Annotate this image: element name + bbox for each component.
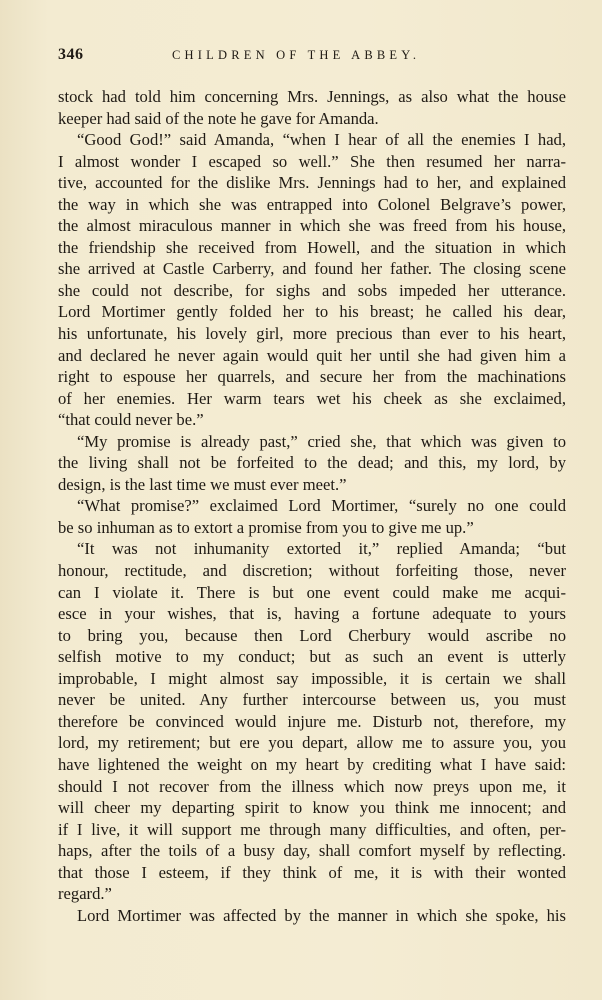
text-line: esce in your wishes, that is, having a fortune adequate to yours [58, 604, 566, 624]
text-line: Lord Mortimer gently folded her to his breast; he called his dear, [58, 302, 566, 322]
text-line: tive, accounted for the dislike Mrs. Jennings had to her, and explained [58, 173, 566, 193]
text-line: “My promise is already past,” cried she, that which was given to [77, 431, 566, 451]
text-line: design, is the last time we must ever meet.” [58, 474, 347, 494]
text-line: have lightened the weight on my heart by crediting what I have said: [58, 754, 566, 774]
text-line: the almost miraculous manner in which she was freed from his house, [58, 216, 566, 236]
text-line: stock had told him concerning Mrs. Jennings, as also what the house [58, 87, 566, 106]
text-line: the friendship she received from Howell, and the situation in which [58, 237, 566, 257]
text-line: “that could never be.” [58, 410, 204, 430]
text-line: his unfortunate, his lovely girl, more precious than ever to his heart, [58, 324, 566, 344]
text-line: “It was not inhumanity extorted it,” replied Amanda; “but [77, 539, 566, 559]
text-line: right to espouse her quarrels, and secure her from the machinations [58, 367, 566, 387]
text-line: to bring you, because then Lord Cherbury would ascribe no [58, 625, 566, 645]
text-line: haps, after the toils of a busy day, shall comfort myself by reflecting. [58, 841, 566, 861]
text-line: will cheer my departing spirit to know you think me innocent; and [58, 798, 566, 818]
text-line: never be united. Any further intercourse between us, you must [58, 690, 566, 710]
text-line: that those I esteem, if they think of me, it is with their wonted [58, 862, 566, 882]
text-line: lord, my retirement; but ere you depart, allow me to assure you, you [58, 733, 566, 753]
text-line: therefore be convinced would injure me. Disturb not, therefore, my [58, 711, 566, 731]
text-line: can I violate it. There is but one event could make me acqui- [58, 582, 566, 602]
text-line: if I live, it will support me through many difficulties, and often, per- [58, 819, 566, 839]
body-text [58, 86, 566, 926]
text-line: selfish motive to my conduct; but as such an event is utterly [58, 647, 566, 667]
text-line: she could not describe, for sighs and sobs impeded her utterance. [58, 280, 566, 300]
text-line: the way in which she was entrapped into Colonel Belgrave’s power, [58, 194, 566, 214]
page-number: 346 [58, 46, 84, 63]
text-line: “Good God!” said Amanda, “when I hear of all the enemies I had, [77, 130, 566, 150]
text-line: of her enemies. Her warm tears wet his cheek as she exclaimed, [58, 388, 566, 408]
text-line: “What promise?” exclaimed Lord Mortimer, “surely no one could [77, 496, 566, 516]
text-line: and declared he never again would quit her until she had given him a [58, 345, 566, 365]
text-line: the living shall not be forfeited to the dead; and this, my lord, by [58, 453, 566, 473]
text-line: she arrived at Castle Carberry, and found her father. The closing scene [58, 259, 566, 279]
text-line: be so inhuman as to extort a promise from you to give me up.” [58, 517, 474, 537]
text-line: should I not recover from the illness which now preys upon me, it [58, 776, 566, 796]
text-line: regard.” [58, 884, 112, 904]
text-line: honour, rectitude, and discretion; without forfeiting those, never [58, 561, 566, 581]
running-title: CHILDREN OF THE ABBEY. [172, 48, 421, 62]
text-line: improbable, I might almost say impossible, it is certain we shall [58, 668, 566, 688]
text-line: keeper had said of the note he gave for Amanda. [58, 108, 379, 128]
text-line: I almost wonder I escaped so well.” She then resumed her narra- [58, 151, 566, 171]
running-head [58, 46, 566, 68]
text-line: Lord Mortimer was affected by the manner in which she spoke, his [77, 905, 566, 925]
